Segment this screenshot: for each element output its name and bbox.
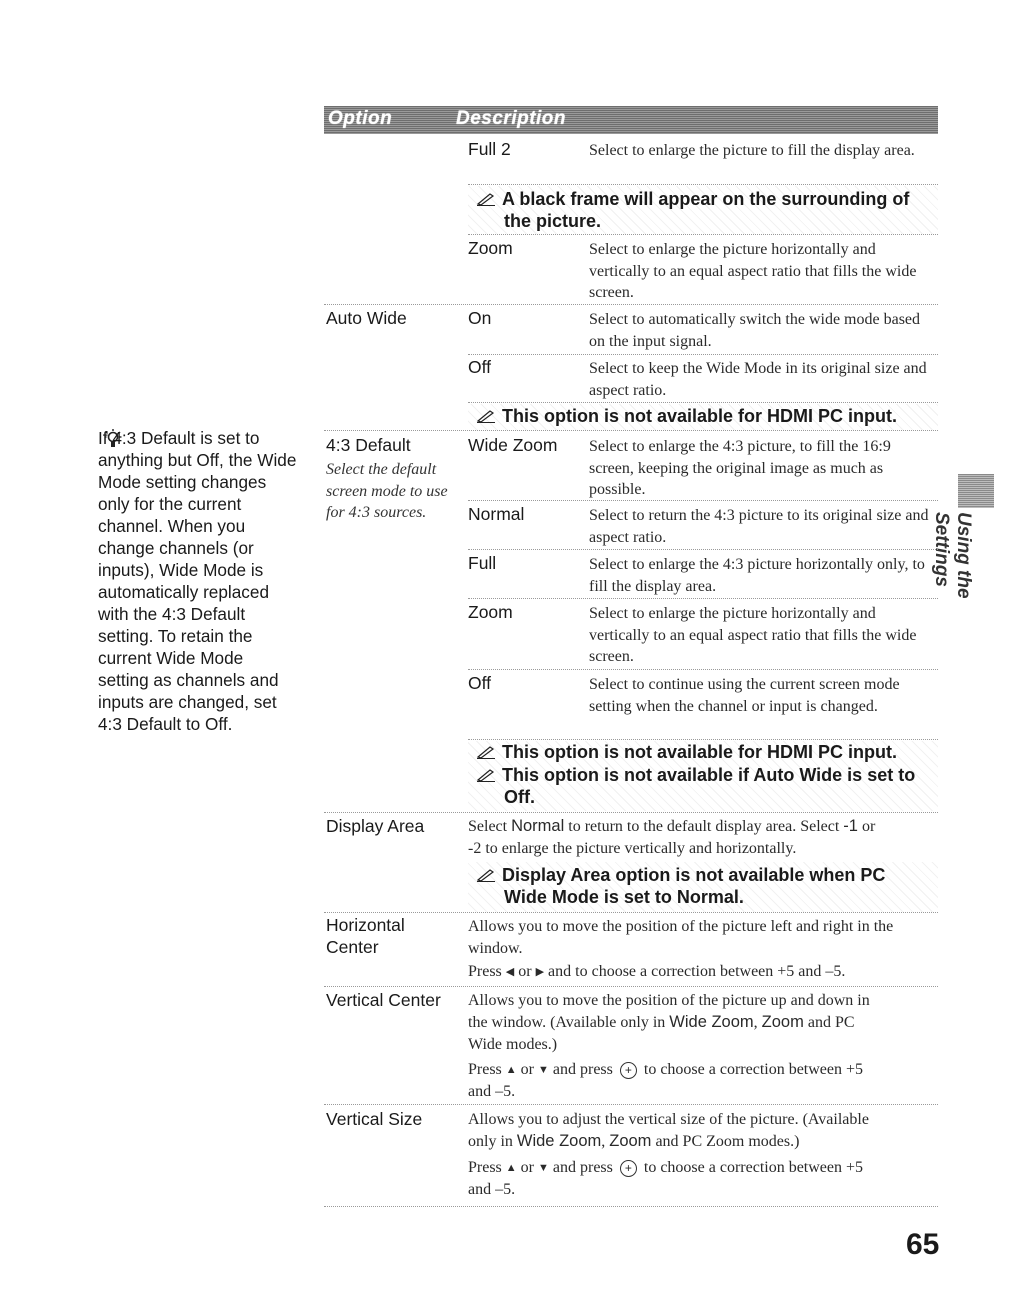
pencil-note-icon (476, 192, 496, 206)
off2-label: Off (468, 673, 492, 693)
up-arrow-icon: ▲ (505, 1064, 517, 1076)
divider (468, 669, 938, 670)
right-arrow-icon: ▶ (535, 966, 545, 978)
divider (324, 1206, 938, 1207)
note-black-frame (468, 186, 938, 234)
divider (468, 549, 938, 550)
tip-text: If 4:3 Default is set to anything but Off, the Wide Mode setting changes only for the current channel. When you change channels (or inputs), Wide Mode is automatically replaced with the 4:3 Default setting. To retain the current Wide Mode setting as channels and inputs are changed, set 4:3 Default to Off. (98, 428, 297, 734)
vertical-size-end: and –5. (468, 1181, 516, 1198)
auto-wide-option: Auto Wide (326, 308, 407, 328)
header-description: Description (456, 108, 567, 129)
note-black-frame-line1: A black frame will appear on the surrounding of (502, 189, 910, 209)
down-arrow-icon: ▼ (538, 1162, 549, 1174)
divider (468, 354, 938, 355)
divider (468, 184, 938, 185)
vertical-center-end: and –5. (468, 1083, 516, 1100)
note-hdmi-pc-1 (468, 404, 938, 430)
vertical-size-desc-line2: only in Wide Zoom, Zoom and PC Zoom modes.) (468, 1132, 800, 1150)
display-area-desc-line1: Select Normal to return to the default display area. Select -1 or (468, 817, 876, 835)
note-autowide-line1: This option is not available if Auto Wide is set to (502, 765, 916, 785)
horizontal-center-option-line1: Horizontal (326, 915, 405, 935)
divider (468, 739, 938, 740)
pencil-note-icon (476, 868, 496, 882)
on-desc: Select to automatically switch the wide mode based on the input signal. (589, 311, 921, 350)
vertical-size-press: Press ▲ or ▼ and press + to choose a correction between +5 (468, 1159, 864, 1176)
wide-zoom-label: Wide Zoom (468, 435, 558, 455)
divider (468, 402, 938, 403)
vertical-center-desc-line1: Allows you to move the position of the picture up and down in (468, 992, 870, 1009)
vertical-size-option: Vertical Size (326, 1109, 423, 1129)
vertical-center-press: Press ▲ or ▼ and press + to choose a correction between +5 (468, 1061, 864, 1078)
horizontal-center-option-line2: Center (326, 937, 379, 957)
off2-desc: Select to continue using the current screen mode setting when the channel or input is changed. (589, 676, 900, 715)
page-number: 65 (906, 1228, 940, 1261)
display-area-option: Display Area (326, 816, 425, 836)
zoom1-desc: Select to enlarge the picture horizontally and vertically to an equal aspect ratio that fills the wide screen. (589, 241, 917, 301)
enter-button-icon: + (620, 1062, 637, 1079)
note-hdmi-pc-1-text: This option is not available for HDMI PC input. (502, 406, 898, 426)
table-header-bar (324, 106, 938, 134)
normal-desc: Select to return the 4:3 picture to its original size and aspect ratio. (589, 507, 929, 546)
note-group-4-3 (468, 741, 938, 811)
horizontal-center-desc: Allows you to move the position of the picture left and right in the window. (468, 918, 894, 957)
divider (324, 912, 938, 913)
divider (468, 234, 938, 235)
divider (468, 500, 938, 501)
note-hdmi-pc-2-text: This option is not available for HDMI PC input. (502, 742, 898, 762)
full2-label: Full 2 (468, 139, 511, 159)
divider (324, 1104, 938, 1105)
full2-desc: Select to enlarge the picture to fill the display area. (589, 142, 915, 159)
up-arrow-icon: ▲ (505, 1162, 517, 1174)
normal-label: Normal (468, 504, 525, 524)
zoom1-label: Zoom (468, 238, 513, 258)
side-tab-label: Using the Settings (931, 512, 974, 599)
divider (324, 430, 938, 431)
note-display-area-line2: Wide Mode is set to Normal. (504, 887, 744, 907)
default43-option: 4:3 Default (326, 435, 411, 455)
vertical-center-desc-line3: Wide modes.) (468, 1036, 558, 1053)
full-desc: Select to enlarge the 4:3 picture horizontally only, to fill the display area. (589, 556, 925, 595)
zoom2-label: Zoom (468, 602, 513, 622)
full-label: Full (468, 553, 497, 573)
note-autowide-line2: Off. (504, 787, 535, 807)
wide-zoom-desc: Select to enlarge the 4:3 picture, to fill the 16:9 screen, keeping the original image as much as possible. (589, 438, 891, 498)
note-display-area (468, 862, 938, 912)
divider (324, 986, 938, 987)
off1-desc: Select to keep the Wide Mode in its original size and aspect ratio. (589, 360, 927, 399)
vertical-center-desc-line2: the window. (Available only in Wide Zoom, Zoom and PC (468, 1013, 855, 1031)
on-label: On (468, 308, 492, 328)
pencil-note-icon (476, 745, 496, 759)
zoom2-desc: Select to enlarge the picture horizontally and vertically to an equal aspect ratio that fills the wide screen. (589, 605, 917, 665)
display-area-desc-line2: -2 to enlarge the picture vertically and horizontally. (468, 840, 797, 857)
horizontal-center-press: Press ◀ or ▶ and to choose a correction between +5 and –5. (468, 963, 846, 980)
default43-italic-desc: Select the default screen mode to use for 4:3 sources. (326, 461, 448, 521)
down-arrow-icon: ▼ (538, 1064, 549, 1076)
divider (324, 304, 938, 305)
note-display-area-line1: Display Area option is not available when PC (502, 865, 886, 885)
header-option: Option (328, 108, 393, 129)
enter-button-icon: + (620, 1160, 637, 1177)
off1-label: Off (468, 357, 492, 377)
vertical-center-option: Vertical Center (326, 990, 441, 1010)
left-arrow-icon: ◀ (505, 966, 515, 978)
vertical-size-desc-line1: Allows you to adjust the vertical size of the picture. (Available (468, 1111, 869, 1128)
pencil-note-icon (476, 409, 496, 423)
divider (468, 598, 938, 599)
note-black-frame-line2: the picture. (504, 211, 602, 231)
pencil-note-icon (476, 768, 496, 782)
divider (324, 812, 938, 813)
side-tab-block (958, 474, 994, 508)
